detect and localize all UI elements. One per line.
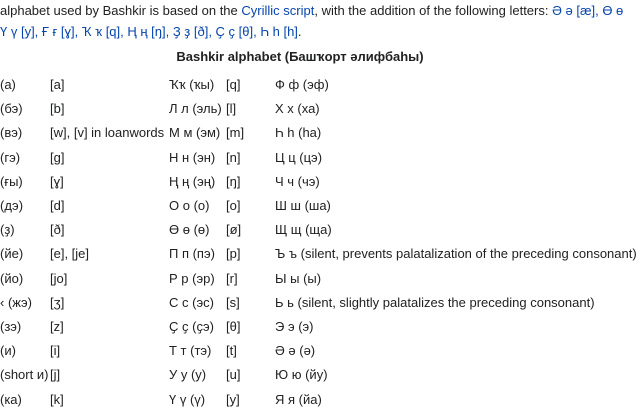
table-cell-c3: Н н (эн) xyxy=(169,149,216,165)
table-cell-c1: (дэ) xyxy=(0,198,24,213)
table-cell-c3: Т т (тэ) xyxy=(169,343,212,359)
table-cell-c5: Х х (ха) xyxy=(275,101,320,117)
table-cell-c5: Э э (э) xyxy=(275,319,314,334)
table-cell-c4: [m] xyxy=(226,125,245,141)
table-cell-c3: С с (эс) xyxy=(169,294,214,310)
table-cell-c1: (ғы) xyxy=(0,173,23,189)
table-caption: Bashkir alphabet (Башҡорт әлифбаһы) xyxy=(176,49,424,64)
table-cell-c1: (йо) xyxy=(0,270,24,286)
table-row xyxy=(0,363,600,387)
table-cell-c2: [jo] xyxy=(50,270,68,286)
intro-text: , with the addition of the following letters: xyxy=(314,3,553,18)
table-cell-c3: М м (эм) xyxy=(169,125,221,141)
table-row xyxy=(0,339,600,363)
table-cell-c1: (бэ) xyxy=(0,101,23,117)
table-cell-c5: Ц ц (цэ) xyxy=(275,149,323,165)
table-cell-c2: [i] xyxy=(50,343,61,359)
table-cell-c5: Һ һ (ha) xyxy=(275,125,322,141)
table-row xyxy=(0,218,600,242)
table-cell-c3: О о (о) xyxy=(169,198,210,213)
table-cell-c1: (short и) xyxy=(0,367,49,383)
intro-paragraph xyxy=(0,0,624,42)
table-row xyxy=(0,121,600,145)
table-cell-c3: Ө ө (ө) xyxy=(169,222,210,238)
added-letters-link[interactable]: Ә ә [æ], Ө ө xyxy=(552,3,624,18)
table-cell-c1: (вэ) xyxy=(0,125,23,141)
table-cell-c4: [t] xyxy=(226,343,237,359)
table-cell-c5: Ь ь (silent, slightly palatalizes the preceding consonant) xyxy=(275,294,595,310)
table-cell-c4: [q] xyxy=(226,77,241,92)
table-row xyxy=(0,146,600,170)
table-cell-c4: [n] xyxy=(226,149,241,165)
table-cell-c1: (зэ) xyxy=(0,319,22,334)
table-cell-c3: Р р (эр) xyxy=(169,270,215,286)
table-row xyxy=(0,97,600,121)
intro-text: alphabet used by Bashkir is based on the xyxy=(0,3,242,18)
table-row xyxy=(0,315,600,339)
table-cell-c2: [ɣ] xyxy=(50,173,64,189)
table-row xyxy=(0,73,600,97)
table-cell-c1: (и) xyxy=(0,343,16,359)
table-cell-c5: Ъ ъ (silent, prevents palatalization of the preceding consonant) xyxy=(275,246,637,262)
added-letters-link[interactable]: Ү ү [y], Ғ ғ [ɣ], Ҡ ҡ [q], Ң ң [ŋ], Ҙ ҙ [ð], Ҫ ҫ [θ], Һ һ [h] xyxy=(0,24,298,39)
table-cell-c1: (ка) xyxy=(0,391,22,407)
table-cell-c2: [j] xyxy=(50,367,61,383)
table-cell-c2: [e], [je] xyxy=(50,246,90,262)
table-row xyxy=(0,242,637,266)
table-cell-c2: [w], [v] in loanwords xyxy=(50,125,165,141)
table-cell-c1: (ҙ) xyxy=(0,222,15,238)
table-row xyxy=(0,267,600,291)
table-cell-c2: [ʒ] xyxy=(50,294,65,310)
table-cell-c4: [r] xyxy=(226,270,238,286)
table-cell-c2: [k] xyxy=(50,391,64,407)
table-cell-c5: Ы ы (ы) xyxy=(275,270,322,286)
intro-text: . xyxy=(297,24,302,39)
table-cell-c3: Л л (эль) xyxy=(169,101,222,117)
table-cell-c4: [p] xyxy=(226,246,241,262)
table-cell-c4: [ŋ] xyxy=(226,173,241,189)
table-cell-c5: Ю ю (йу) xyxy=(275,367,328,383)
table-row xyxy=(0,291,600,315)
table-cell-c4: [l] xyxy=(226,101,237,117)
table-cell-c5: Щ щ (ща) xyxy=(275,222,332,238)
table-cell-c4: [s] xyxy=(226,294,240,310)
table-cell-c4: [θ] xyxy=(226,319,241,334)
table-cell-c3: У у (у) xyxy=(169,367,207,383)
table-cell-c1: ‹ (жэ) xyxy=(0,294,32,310)
table-cell-c3: Ү ү (ү) xyxy=(169,391,206,407)
table-cell-c5: Ф ф (эф) xyxy=(275,77,329,92)
intro-line-2 xyxy=(0,21,600,42)
table-cell-c4: [o] xyxy=(226,198,241,213)
table-cell-c1: (гэ) xyxy=(0,149,21,165)
table-cell-c2: [g] xyxy=(50,149,65,165)
table-cell-c1: (а) xyxy=(0,77,16,92)
intro-line-1 xyxy=(0,0,624,21)
table-cell-c1: (йе) xyxy=(0,246,24,262)
table-cell-c3: Ҡҡ (ҡы) xyxy=(169,77,215,92)
table-cell-c5: Я я (йа) xyxy=(275,391,322,407)
table-row xyxy=(0,170,600,194)
table-cell-c4: [y] xyxy=(226,391,240,407)
table-row xyxy=(0,388,600,412)
table-cell-c3: Ң ң (эң) xyxy=(169,173,216,189)
table-row xyxy=(0,194,600,218)
cyrillic-script-link[interactable]: Cyrillic script xyxy=(241,3,315,18)
table-cell-c2: [z] xyxy=(50,319,64,334)
table-cell-c3: П п (пэ) xyxy=(169,246,215,262)
table-cell-c2: [d] xyxy=(50,198,65,213)
table-cell-c2: [ð] xyxy=(50,222,65,238)
table-cell-c5: Ә ә (ә) xyxy=(275,343,316,359)
table-cell-c4: [u] xyxy=(226,367,241,383)
table-cell-c2: [a] xyxy=(50,77,65,92)
table-cell-c2: [b] xyxy=(50,101,65,117)
table-cell-c5: Ш ш (ша) xyxy=(275,198,331,213)
table-cell-c5: Ч ч (чэ) xyxy=(275,173,320,189)
table-cell-c4: [ø] xyxy=(226,222,242,238)
table-cell-c3: Ҫ ҫ (ҫэ) xyxy=(169,319,214,334)
